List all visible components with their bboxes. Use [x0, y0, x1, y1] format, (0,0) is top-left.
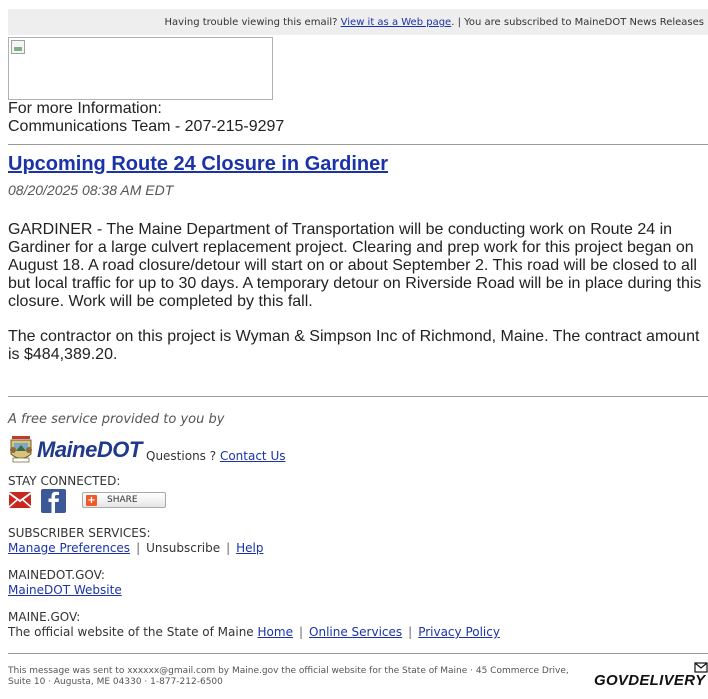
article-date: 08/20/2025 08:38 AM EDT [8, 182, 174, 198]
contact-us-link[interactable]: Contact Us [219, 449, 286, 463]
questions-text: Questions ? [146, 449, 217, 463]
mainedot-gov-label: MAINEDOT.GOV: [8, 568, 105, 582]
mainedot-logo[interactable] [8, 436, 142, 464]
share-label: SHARE [107, 495, 138, 505]
email-topbar [8, 9, 708, 35]
footer-text: This message was sent to xxxxxx@gmail.com by Maine.gov the official website for the State of Maine · 45 Commerce Drive, Suite 10 · Augusta, ME 04330 · 1-877-212-6500 [8, 666, 569, 687]
maine-gov-description: The official website of the State of Maine [8, 625, 254, 639]
info-phone: Communications Team - 207-215-9297 [8, 118, 285, 135]
online-services-link[interactable]: Online Services [309, 625, 403, 639]
view-web-page-link[interactable]: View it as a Web page [340, 17, 452, 28]
divider [8, 653, 708, 654]
stay-connected-label: STAY CONNECTED: [8, 474, 121, 488]
article-paragraph-2: The contractor on this project is Wyman & Simpson Inc of Richmond, Maine. The contract amount is $484,389.20. [8, 328, 700, 363]
facebook-icon[interactable] [41, 489, 66, 517]
home-link[interactable]: Home [257, 625, 293, 639]
header-image-placeholder [8, 37, 273, 100]
questions-line [146, 449, 285, 463]
subscriber-services-label: SUBSCRIBER SERVICES: [8, 526, 151, 540]
privacy-policy-link[interactable]: Privacy Policy [418, 625, 500, 639]
info-heading: For more Information: [8, 100, 162, 117]
article-title-link[interactable]: Upcoming Route 24 Closure in Gardiner [8, 153, 389, 175]
divider [8, 396, 708, 397]
mainedot-website-link[interactable]: MaineDOT Website [8, 583, 122, 597]
broken-image-icon [11, 40, 25, 54]
manage-preferences-link[interactable]: Manage Preferences [8, 541, 131, 555]
article-paragraph-1: GARDINER - The Maine Department of Transportation will be conducting work on Route 24 in Gardiner for a large culvert replacement project. Clearing and prep work for this project began on August 18. A road closure/detour will start on or about September 2. This road will be closed to all but local traffic for up to 30 days. A temporary detour on Riverside Road will be in place during this closure. Work will be completed by this fall. [8, 221, 702, 310]
logo-text: MaineDOT [37, 437, 142, 462]
subscriber-services-links: Manage Preferences | Unsubscribe | Help [8, 541, 264, 555]
govdelivery-logo [592, 662, 708, 692]
share-plus-icon: + [87, 494, 96, 506]
trouble-text: Having trouble viewing this email? [164, 17, 338, 28]
maine-gov-label: MAINE.GOV: [8, 610, 81, 624]
divider [8, 144, 708, 145]
free-service-text: A free service provided to you by [8, 412, 225, 427]
maine-gov-line: The official website of the State of Maine Home | Online Services | Privacy Policy [8, 625, 500, 639]
subscribed-text: . | You are subscribed to MaineDOT News Releases [451, 17, 704, 28]
unsubscribe-text[interactable]: Unsubscribe [146, 541, 221, 555]
maine-seal-icon [8, 436, 34, 464]
share-button[interactable] [82, 492, 166, 508]
email-subscribe-icon[interactable] [8, 489, 32, 515]
mainedot-website-line [8, 583, 122, 597]
help-link[interactable]: Help [236, 541, 264, 555]
govdelivery-text: GOVDELIVERY [594, 672, 706, 689]
contact-info [8, 100, 284, 136]
